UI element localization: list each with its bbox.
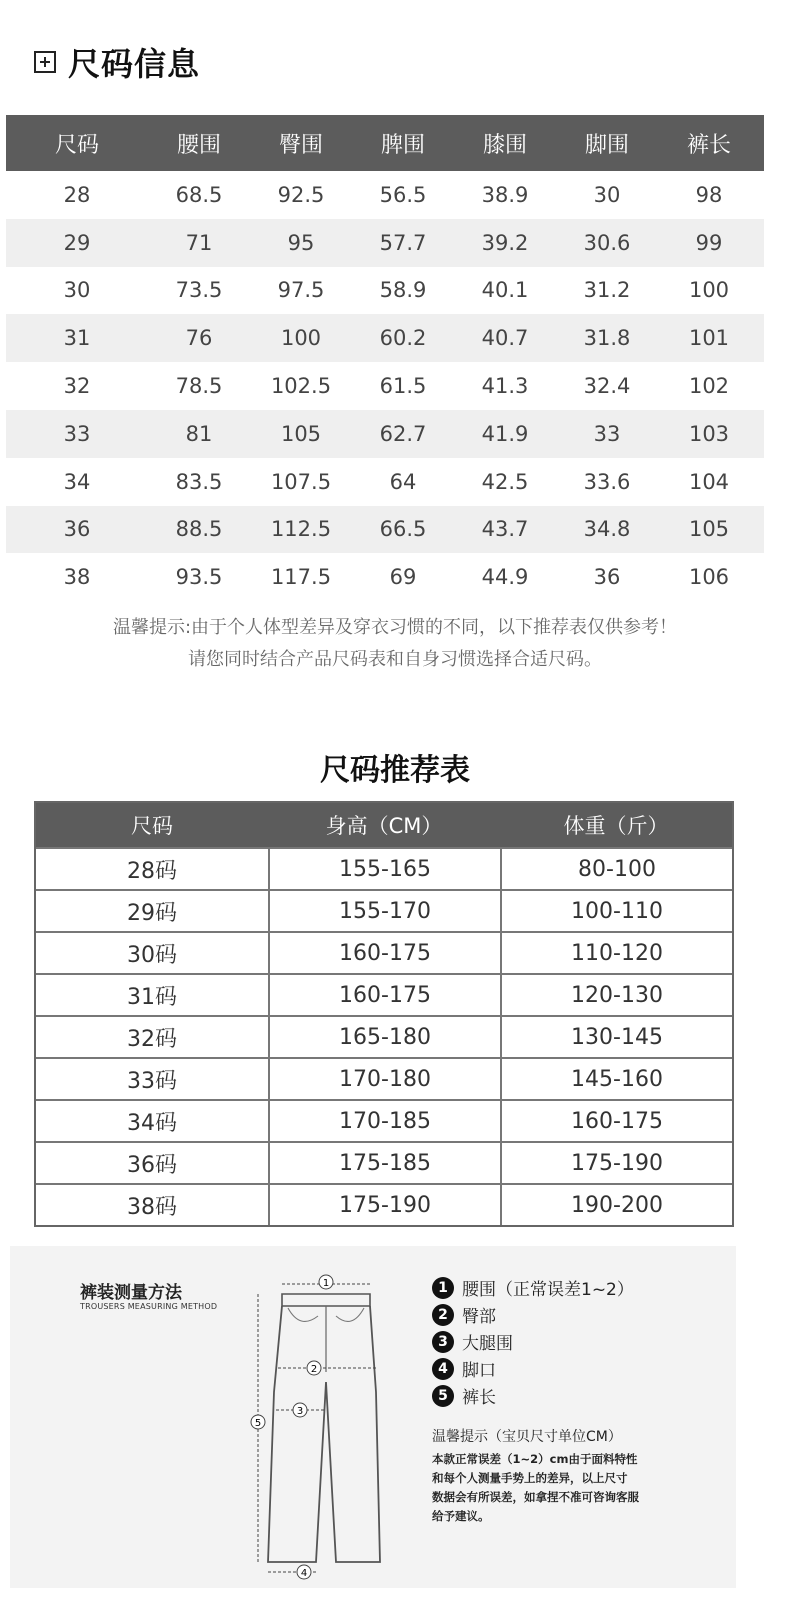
table-cell: 83.5	[175, 469, 223, 494]
table-cell: 110-120	[500, 933, 732, 973]
legend-label: 臀部	[462, 1307, 496, 1327]
size-table-header	[6, 115, 764, 171]
note-line: 数据会有所误差，如拿捏不准可咨询客服	[432, 1490, 639, 1504]
header-cell: 身高（CM）	[325, 814, 443, 838]
table-cell: 170-180	[268, 1059, 500, 1099]
table-cell: 69	[389, 565, 417, 590]
table-row	[36, 1141, 732, 1183]
table-cell: 106	[688, 565, 730, 590]
measuring-subtitle: TROUSERS MEASURING METHOD	[80, 1302, 218, 1311]
legend-item	[432, 1301, 634, 1328]
table-cell: 71	[185, 230, 213, 255]
header-cell: 脾围	[380, 132, 425, 158]
measure-legend	[432, 1274, 634, 1409]
table-cell: 33码	[127, 1068, 177, 1094]
table-cell: 36	[63, 517, 91, 542]
table-cell: 101	[688, 326, 730, 351]
table-cell: 64	[389, 469, 417, 494]
table-cell: 107.5	[270, 469, 332, 494]
table-row	[36, 1057, 732, 1099]
number-5-icon: 5	[432, 1385, 454, 1407]
table-cell: 34.8	[583, 517, 631, 542]
size-info-title: 尺码信息	[68, 45, 201, 83]
number-3-icon: 3	[432, 1331, 454, 1353]
table-cell: 56.5	[379, 182, 427, 207]
table-cell: 100	[688, 278, 730, 303]
table-row	[6, 267, 764, 315]
table-cell: 34	[63, 469, 91, 494]
table-cell: 160-175	[268, 933, 500, 973]
legend-item	[432, 1274, 634, 1301]
recommendation-table	[34, 801, 734, 1227]
table-row	[36, 931, 732, 973]
table-cell: 66.5	[379, 517, 427, 542]
header-cell: 腰围	[176, 132, 221, 158]
table-cell: 73.5	[175, 278, 223, 303]
number-1-icon: 1	[432, 1277, 454, 1299]
table-cell: 28	[63, 182, 91, 207]
table-cell: 145-160	[500, 1059, 732, 1099]
table-cell: 31.2	[583, 278, 631, 303]
diagram-mark-4: 4	[300, 1568, 308, 1579]
table-cell: 190-200	[500, 1185, 732, 1225]
table-row	[36, 1183, 732, 1225]
legend-label: 裤长	[462, 1388, 496, 1408]
table-cell: 104	[688, 469, 730, 494]
table-cell: 88.5	[175, 517, 223, 542]
note-title: 温馨提示（宝贝尺寸单位CM）	[432, 1429, 622, 1445]
table-cell: 30	[63, 278, 91, 303]
table-cell: 30	[593, 182, 621, 207]
trousers-diagram-icon	[238, 1272, 398, 1582]
table-row	[6, 410, 764, 458]
table-cell: 34码	[127, 1110, 177, 1136]
legend-item	[432, 1382, 634, 1409]
table-cell: 32.4	[583, 374, 631, 399]
table-cell: 33	[593, 421, 621, 446]
table-row	[6, 219, 764, 267]
tip-line-1: 温馨提示:由于个人体型差异及穿衣习惯的不同，以下推荐表仅供参考！	[112, 617, 678, 638]
table-cell: 78.5	[175, 374, 223, 399]
diagram-mark-5: 5	[254, 1418, 262, 1429]
table-cell: 105	[688, 517, 730, 542]
table-cell: 28码	[127, 858, 177, 884]
table-row	[36, 1015, 732, 1057]
table-row	[6, 506, 764, 554]
table-cell: 61.5	[379, 374, 427, 399]
recommendation-title: 尺码推荐表	[320, 753, 470, 788]
table-row	[6, 458, 764, 506]
size-info-table	[6, 115, 764, 601]
table-cell: 102	[688, 374, 730, 399]
table-cell: 36码	[127, 1152, 177, 1178]
table-cell: 175-185	[268, 1143, 500, 1183]
table-row	[36, 1099, 732, 1141]
table-cell: 44.9	[481, 565, 529, 590]
table-cell: 155-165	[268, 849, 500, 889]
diagram-mark-2: 2	[310, 1364, 318, 1375]
table-cell: 41.3	[481, 374, 529, 399]
table-cell: 92.5	[277, 182, 325, 207]
recommendation-header	[36, 803, 732, 847]
table-cell: 38码	[127, 1194, 177, 1220]
header-cell: 尺码	[54, 132, 99, 158]
note-line: 和每个人测量手势上的差异，以上尺寸	[432, 1471, 628, 1485]
size-info-heading	[34, 40, 200, 84]
table-cell: 175-190	[500, 1143, 732, 1183]
header-cell: 体重（斤）	[563, 814, 669, 838]
header-cell: 尺码	[131, 814, 173, 838]
table-cell: 95	[287, 230, 315, 255]
table-cell: 38.9	[481, 182, 529, 207]
measure-note	[432, 1426, 692, 1526]
table-row	[6, 362, 764, 410]
table-cell: 175-190	[268, 1185, 500, 1225]
note-body	[432, 1450, 692, 1526]
table-cell: 130-145	[500, 1017, 732, 1057]
table-cell: 31.8	[583, 326, 631, 351]
table-cell: 30.6	[583, 230, 631, 255]
table-cell: 29	[63, 230, 91, 255]
number-2-icon: 2	[432, 1304, 454, 1326]
table-cell: 60.2	[379, 326, 427, 351]
size-tips	[0, 612, 790, 676]
table-row	[6, 553, 764, 601]
table-cell: 100	[280, 326, 322, 351]
table-cell: 165-180	[268, 1017, 500, 1057]
table-cell: 76	[185, 326, 213, 351]
table-cell: 112.5	[270, 517, 332, 542]
table-cell: 40.1	[481, 278, 529, 303]
table-cell: 120-130	[500, 975, 732, 1015]
table-cell: 98	[695, 182, 723, 207]
expand-plus-icon	[34, 51, 56, 73]
table-cell: 31	[63, 326, 91, 351]
table-cell: 30码	[127, 942, 177, 968]
measuring-title: 裤装测量方法	[80, 1283, 182, 1303]
header-cell: 裤长	[686, 132, 731, 158]
table-cell: 80-100	[500, 849, 732, 889]
legend-label: 脚口	[462, 1361, 496, 1381]
diagram-mark-1: 1	[322, 1278, 330, 1289]
table-row	[36, 973, 732, 1015]
tip-line-2: 请您同时结合产品尺码表和自身习惯选择合适尺码。	[188, 649, 602, 670]
note-line: 本款正常误差（1~2）cm由于面料特性	[432, 1452, 638, 1466]
table-cell: 33	[63, 421, 91, 446]
table-row	[6, 314, 764, 362]
table-cell: 170-185	[268, 1101, 500, 1141]
table-cell: 32码	[127, 1026, 177, 1052]
table-cell: 40.7	[481, 326, 529, 351]
header-cell: 膝围	[482, 132, 527, 158]
table-cell: 68.5	[175, 182, 223, 207]
table-cell: 41.9	[481, 421, 529, 446]
legend-label: 腰围（正常误差1~2）	[462, 1280, 634, 1300]
table-cell: 32	[63, 374, 91, 399]
legend-item	[432, 1328, 634, 1355]
legend-item	[432, 1355, 634, 1382]
table-row	[36, 889, 732, 931]
table-cell: 58.9	[379, 278, 427, 303]
note-line: 给予建议。	[432, 1509, 490, 1523]
table-cell: 103	[688, 421, 730, 446]
table-cell: 38	[63, 565, 91, 590]
table-cell: 57.7	[379, 230, 427, 255]
header-cell: 臀围	[278, 132, 323, 158]
number-4-icon: 4	[432, 1358, 454, 1380]
table-row	[6, 171, 764, 219]
diagram-mark-3: 3	[296, 1406, 304, 1417]
legend-label: 大腿围	[462, 1334, 513, 1354]
table-cell: 160-175	[268, 975, 500, 1015]
table-cell: 43.7	[481, 517, 529, 542]
measuring-method-panel	[10, 1246, 736, 1588]
table-cell: 117.5	[270, 565, 332, 590]
header-cell: 脚围	[584, 132, 629, 158]
table-cell: 100-110	[500, 891, 732, 931]
table-cell: 31码	[127, 984, 177, 1010]
table-cell: 155-170	[268, 891, 500, 931]
table-cell: 160-175	[500, 1101, 732, 1141]
table-cell: 93.5	[175, 565, 223, 590]
table-cell: 33.6	[583, 469, 631, 494]
table-cell: 39.2	[481, 230, 529, 255]
table-cell: 42.5	[481, 469, 529, 494]
table-cell: 97.5	[277, 278, 325, 303]
table-cell: 102.5	[270, 374, 332, 399]
table-row	[36, 847, 732, 889]
table-cell: 62.7	[379, 421, 427, 446]
table-cell: 81	[185, 421, 213, 446]
table-cell: 99	[695, 230, 723, 255]
table-cell: 36	[593, 565, 621, 590]
table-cell: 105	[280, 421, 322, 446]
table-cell: 29码	[127, 900, 177, 926]
